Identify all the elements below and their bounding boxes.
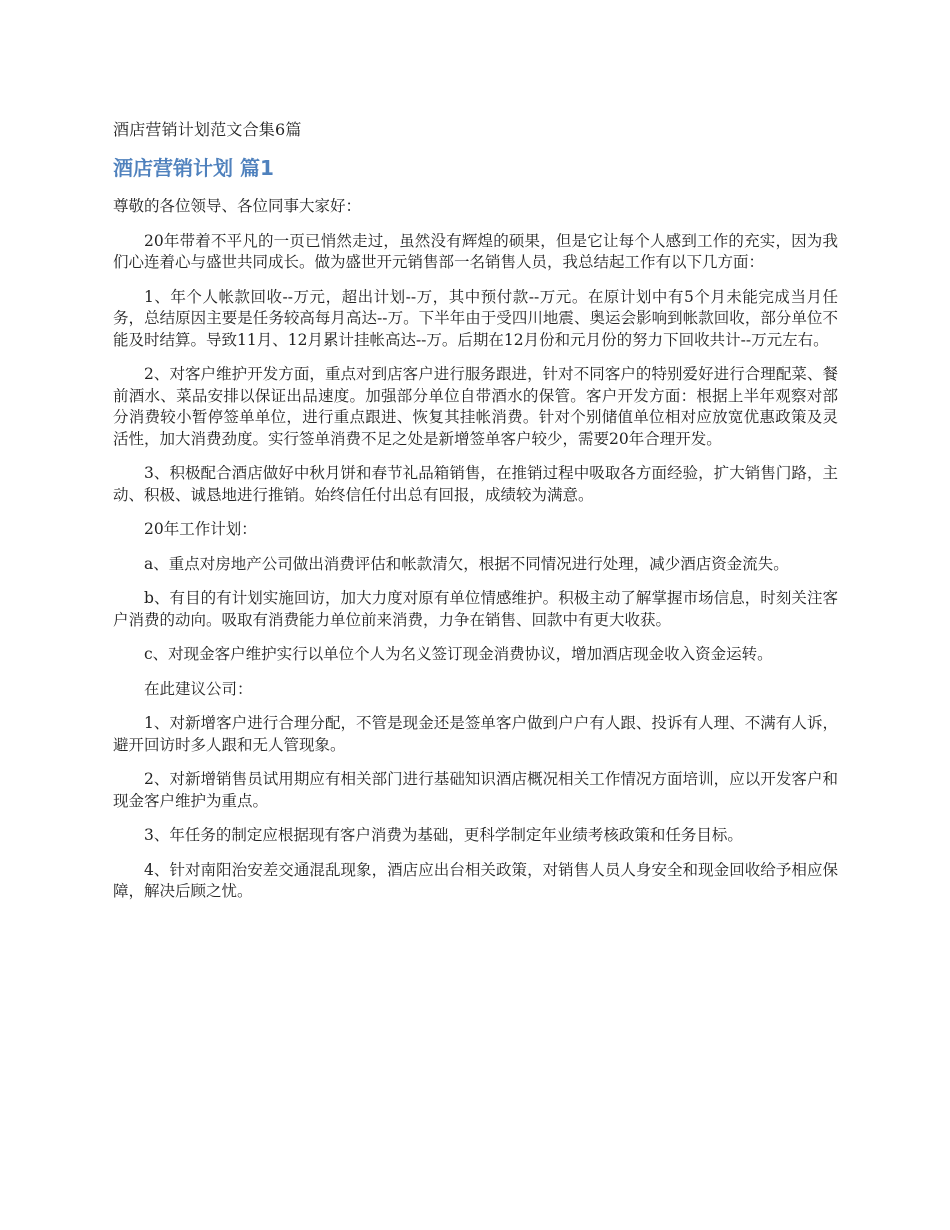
paragraph-suggestion-2: 2、对新增销售员试用期应有相关部门进行基础知识酒店概况相关工作情况方面培训，应以开发客户和现金客户维护为重点。: [113, 770, 838, 810]
paragraph-suggestion-4: 4、针对南阳治安差交通混乱现象，酒店应出台相关政策，对销售人员人身安全和现金回收给予相应保障，解决后顾之忧。: [113, 860, 838, 900]
paragraph-suggestions-heading: 在此建议公司：: [144, 679, 253, 698]
paragraph-plan-b: b、有目的有计划实施回访，加大力度对原有单位情感维护。积极主动了解掌握市场信息，时刻关注客户消费的动向。吸取有消费能力单位前来消费，力争在销售、回款中有更大收获。: [113, 589, 838, 629]
paragraph-plan-a: a、重点对房地产公司做出消费评估和帐款清欠，根据不同情况进行处理，减少酒店资金流失。: [144, 554, 789, 573]
paragraph-suggestion-3: 3、年任务的制定应根据现有客户消费为基础，更科学制定年业绩考核政策和任务目标。: [144, 826, 743, 844]
document-body: [113, 118, 838, 916]
paragraph-item-3: 3、积极配合酒店做好中秋月饼和春节礼品箱销售，在推销过程中吸取各方面经验，扩大销售门路，主动、积极、诚恳地进行推销。始终信任付出总有回报，成绩较为满意。: [113, 464, 838, 504]
paragraph-item-1: 1、年个人帐款回收--万元，超出计划--万，其中预付款--万元。在原计划中有5个月未能完成当月任务，总结原因主要是任务较高每月高达--万。下半年由于受四川地震、奥运会影响到帐款回收，部分单位不能及时结算。导致11月、12月累计挂帐高达--万。后期在12月份和元月份的努力下回收共计--万元左右。: [113, 287, 838, 349]
paragraph-work-plan-heading: 20年工作计划：: [144, 520, 257, 538]
paragraph-plan-c: c、对现金客户维护实行以单位个人为名义签订现金消费协议，增加酒店现金收入资金运转。: [144, 645, 773, 663]
section-heading: 酒店营销计划 篇1: [113, 156, 274, 180]
greeting-paragraph: 尊敬的各位领导、各位同事大家好：: [113, 197, 362, 215]
paragraph-suggestion-1: 1、对新增客户进行合理分配，不管是现金还是签单客户做到户户有人跟、投诉有人理、不满有人诉，避开回访时多人跟和无人管现象。: [113, 714, 838, 754]
paragraph-intro: 20年带着不平凡的一页已悄然走过，虽然没有辉煌的硕果，但是它让每个人感到工作的充实，因为我们心连着心与盛世共同成长。做为盛世开元销售部一名销售人员，我总结起工作有以下几方面：: [113, 231, 838, 271]
paragraph-item-2: 2、对客户维护开发方面，重点对到店客户进行服务跟进，针对不同客户的特别爱好进行合理配菜、餐前酒水、菜品安排以保证出品速度。加强部分单位自带酒水的保管。客户开发方面：根据上半年观察对部分消费较小暂停签单单位，进行重点跟进、恢复其挂帐消费。针对个别储值单位相对应放宽优惠政策及灵活性，加大消费劲度。实行签单消费不足之处是新增签单客户较少，需要20年合理开发。: [113, 365, 838, 448]
document-title: 酒店营销计划范文合集6篇: [113, 120, 302, 139]
